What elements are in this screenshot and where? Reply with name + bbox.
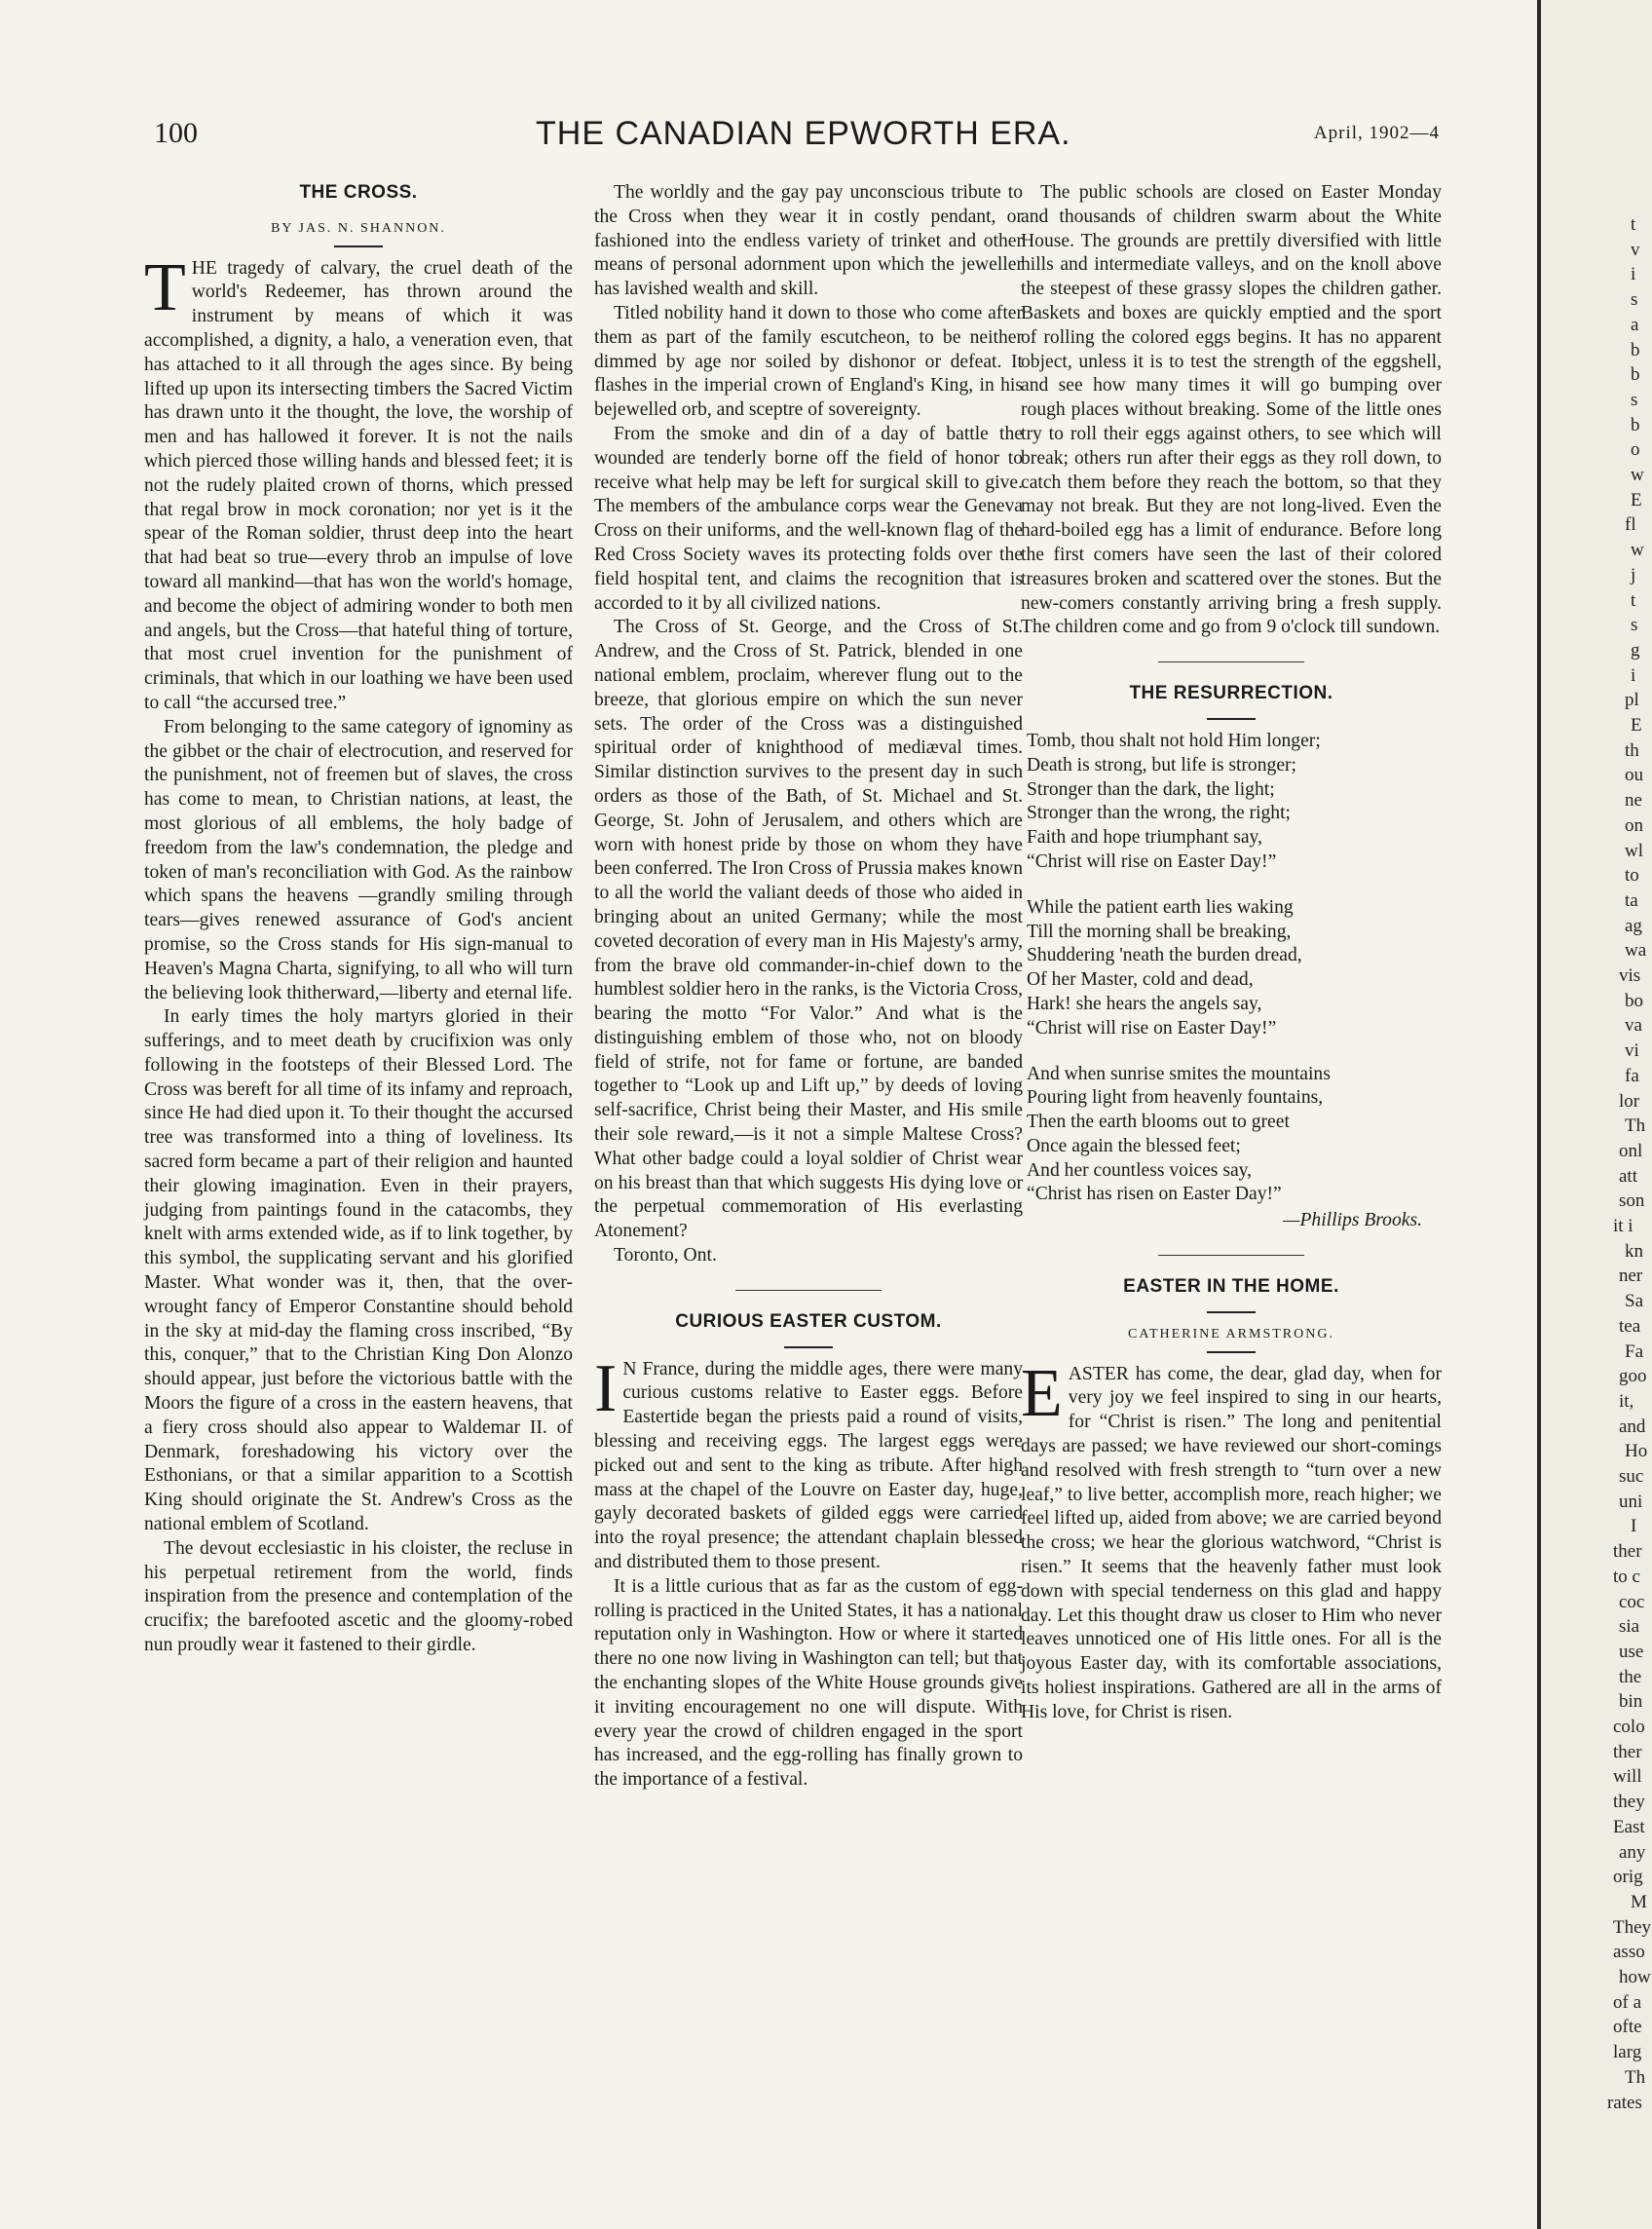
poem-attribution: —Phillips Brooks. — [1283, 1210, 1422, 1231]
adjacent-page-fragment: wa — [1625, 940, 1647, 962]
adjacent-page-fragment: Fa — [1625, 1341, 1643, 1362]
poem-line: Till the morning shall be breaking, — [1027, 921, 1292, 942]
poem-line: And when sunrise smites the mountains — [1027, 1063, 1331, 1084]
adjacent-page-fragment: i — [1631, 664, 1636, 686]
poem-line: Once again the blessed feet; — [1027, 1135, 1241, 1156]
adjacent-page-fragment: ther — [1613, 1741, 1642, 1762]
adjacent-page-fragment: fl — [1625, 514, 1636, 536]
column-3 — [1021, 181, 1442, 1725]
adjacent-page-fragment: E — [1631, 715, 1642, 736]
paragraph: The worldly and the gay pay unconscious tribute to the Cross when they wear it in costly pendant, or fashioned into the endless variety of trinket and other means of personal adornment upon which the jeweller has lavished wealth and skill. — [594, 182, 1023, 300]
poem-line: Stronger than the dark, the light; — [1027, 778, 1275, 800]
adjacent-page-fragment: att — [1619, 1165, 1637, 1187]
drop-cap: I — [594, 1350, 618, 1426]
adjacent-page-fragment: it, — [1619, 1390, 1634, 1412]
page-number: 100 — [154, 117, 198, 149]
poem-title: THE RESURRECTION. — [1129, 683, 1333, 704]
adjacent-page-fragment: b — [1631, 414, 1640, 435]
adjacent-page-fragment: i — [1631, 264, 1636, 285]
paragraph: The public schools are closed on Easter Monday and thousands of children swarm about the White House. The grounds are prettily diversified with little hills and intermediate valleys, and on the knoll above the steepest of these grassy slopes the children gather. Baskets and boxes are quickly emptied and the sport of rolling the colored eggs begins. It has no apparent object, unless it is to test the strength of the eggshell, and see how many times it will go bumping over rough places without breaking. Some of the little ones try to roll their eggs against others, to see which will break; others run after their eggs as they roll down, to catch them before they reach the bottom, so that they may not break. But they are not long-lived. Even the hard-boiled egg has a limit of endurance. Before long the first comers have seen the last of their colored treasures broken and scattered over the stones. But the new-comers constantly arriving bring a fresh supply. The children come and go from 9 o'clock till sundown. — [1021, 182, 1442, 638]
paragraph: It is a little curious that as far as the custom of egg-rolling is practiced in the United States, it has a national reputation only in Washington. How or where it started there no one now living in Washington can tell; but that the enchanting slopes of the White House grounds give it inviting encouragement no one will dispute. With every year the crowd of children engaged in the sport has increased, and the egg-rolling has finally grown to the importance of a festival. — [594, 1575, 1023, 1791]
adjacent-page-fragment: s — [1631, 389, 1638, 410]
paragraph — [1021, 1355, 1442, 1725]
poem-line: Of her Master, cold and dead, — [1027, 969, 1254, 991]
paragraph-text: HE tragedy of calvary, the cruel death of the world's Redeemer, has thrown around the instrument by means of which it was accomplished, a dignity, a halo, a veneration even, that has attached to it all through the ages since. By being lifted up upon its intersecting timbers the Sacred Victim has drawn unto it the thought, the love, the worship of men and has hallowed it forever. It is not the nails which pierced those willing hands and blessed feet; it is not the rudely plaited crown of thorns, which pressed that regal brow in mock coronation; nor yet is it the spear of the Roman soldier, thrust deep into the heart that had beat so true—every throb an impulse of love toward all mankind—that has won the world's homage, and become the object of admiring wonder to both men and angels, but the Cross—that hateful thing of torture, that most cruel invention for the punishment of criminals, that which in our loathing we have been used to call “the accursed tree.” — [144, 257, 573, 713]
poem-stanza — [1027, 1063, 1442, 1208]
adjacent-page-fragment: fa — [1625, 1065, 1639, 1086]
article-place: Toronto, Ont. — [614, 1245, 717, 1266]
poem-line: Shuddering 'neath the burden dread, — [1027, 945, 1302, 966]
adjacent-page-fragment: w — [1631, 465, 1644, 485]
article-title-custom: CURIOUS EASTER CUSTOM. — [675, 1310, 942, 1332]
adjacent-page-fragment: j — [1631, 564, 1636, 586]
article-byline-cross: BY JAS. N. SHANNON. — [271, 220, 446, 236]
poem-line: Stronger than the wrong, the right; — [1027, 803, 1291, 824]
adjacent-page-edge — [1541, 0, 1652, 2229]
issue-date: April, 1902—4 — [1313, 123, 1440, 143]
divider — [1207, 718, 1256, 720]
adjacent-page-fragment: vis — [1619, 965, 1641, 986]
paragraph: From the smoke and din of a day of battle the wounded are tenderly borne off the field of honor to receive what help may be left for surgical skill to give. The members of the ambulance corps wear the Geneva Cross on their uniforms, and the well-known flag of the Red Cross Society waves its protecting folds over the field hospital tent, and claims the recognition that is accorded to it by all civilized nations. — [594, 423, 1023, 614]
paragraph: From belonging to the same category of ignominy as the gibbet or the chair of electrocution, and reserved for the punishment, not of freemen but of slaves, the cross has come to mean, to Christian nations, at least, the most glorious of all emblems, the holy badge of freedom from the law's condemnation, the pledge and token of man's reconciliation with God. As the rainbow which spans the heavens —grandly smiling through tears—gives renewed assurance of God's ancient promise, so the Cross stands for His sign-manual to Heaven's Magna Charta, signifying, to all who will turn the believing look thitherward,—liberty and eternal life. — [144, 716, 573, 1003]
adjacent-page-fragment: b — [1631, 339, 1640, 360]
adjacent-page-fragment: asso — [1613, 1942, 1645, 1963]
adjacent-page-fragment: Th — [1625, 2066, 1646, 2088]
adjacent-page-fragment: any — [1619, 1841, 1646, 1863]
paragraph — [144, 249, 573, 716]
poem-line: “Christ will rise on Easter Day!” — [1027, 850, 1277, 872]
adjacent-page-fragment: use — [1619, 1641, 1644, 1662]
article-title-home: EASTER IN THE HOME. — [1123, 1276, 1339, 1298]
divider — [1158, 1255, 1304, 1256]
adjacent-page-fragment: t — [1631, 214, 1636, 235]
paragraph: Titled nobility hand it down to those who come after them as part of the family escutcheon, to be neither dimmed by age nor soiled by dishonor or defeat. It flashes in the imperial crown of England's King, in his bejewelled orb, and sceptre of sovereignty. — [594, 302, 1023, 421]
adjacent-page-fragment: ther — [1613, 1541, 1642, 1563]
adjacent-page-fragment: s — [1631, 289, 1638, 311]
adjacent-page-fragment: bo — [1625, 990, 1643, 1011]
page-header — [154, 115, 1440, 162]
paragraph: In early times the holy martyrs gloried in their sufferings, and to meet death by crucifixion was only following in the footsteps of their Blessed Lord. The Cross was bereft for all time of its infamy and reproach, since He had died upon it. To their thought the accursed tree was transformed into a thing of loveliness. Its sacred form became a part of their religion and haunted their glowing imagination. Even in their prayers, judging from paintings found in the catacombs, they knelt with arms extended wide, as if to link together, by this symbol, the supplicating servant and his glorified Master. What wonder was it, then, that the over-wrought fancy of Emperor Constantine should behold in the sky at mid-day the flaming cross inscribed, “By this, conquer,” that to the Christian King Don Alonzo should appear, just before the victorious battle with the Moors the figure of a cross in the eastern heavens, that a fiery cross should also appear to Waldemar II. of Denmark, foreshadowing his victory over the Esthonians, or that a similar apparition to a Scottish King should originate the St. Andrew's Cross as the national emblem of Scotland. — [144, 1006, 573, 1535]
adjacent-page-fragment: t — [1631, 589, 1636, 611]
adjacent-page-fragment: bin — [1619, 1691, 1643, 1713]
paragraph: The devout ecclesiastic in his cloister, the recluse in his perpetual retirement from the world, finds inspiration from the presence and contemplation of the crucifix; the barefooted ascetic and the gloomy-robed nun proudly wear it fastened to their girdle. — [144, 1537, 573, 1656]
poem-line: While the patient earth lies waking — [1027, 896, 1294, 918]
adjacent-page-fragment: s — [1631, 615, 1638, 636]
adjacent-page-fragment: lor — [1619, 1090, 1640, 1112]
adjacent-page-fragment: on — [1625, 814, 1643, 836]
adjacent-page-fragment: ou — [1625, 765, 1643, 786]
adjacent-page-fragment: suc — [1619, 1466, 1644, 1487]
divider — [1207, 1311, 1256, 1313]
adjacent-page-fragment: kn — [1625, 1240, 1643, 1262]
adjacent-page-fragment: v — [1631, 239, 1640, 260]
divider — [735, 1290, 882, 1291]
adjacent-page-fragment: b — [1631, 364, 1640, 386]
poem-line: “Christ has risen on Easter Day!” — [1027, 1184, 1282, 1205]
adjacent-page-fragment: a — [1631, 314, 1639, 335]
article-byline-home: CATHERINE ARMSTRONG. — [1128, 1326, 1334, 1341]
adjacent-page-fragment: rates — [1607, 2092, 1642, 2113]
poem-line: Pouring light from heavenly fountains, — [1027, 1087, 1324, 1109]
poem-line: Faith and hope triumphant say, — [1027, 827, 1262, 849]
adjacent-page-fragment: sia — [1619, 1616, 1640, 1638]
adjacent-page-fragment: colo — [1613, 1717, 1645, 1737]
adjacent-page-fragment: uni — [1619, 1491, 1643, 1512]
poem-line: “Christ will rise on Easter Day!” — [1027, 1017, 1277, 1039]
adjacent-page-fragment: orig — [1613, 1867, 1643, 1888]
paragraph: The Cross of St. George, and the Cross of St. Andrew, and the Cross of St. Patrick, blended in one national emblem, proclaim, wherever flung out to the breeze, that glorious empire on which the sun never sets. The order of the Cross was a distinguished spiritual order of knighthood of mediæval times. Similar distinction survives to the present day in such orders as those of the Bath, of St. Michael and St. George, St. John of Jerusalem, and others which are worn with honest pride by those on whom they have been conferred. The Iron Cross of Prussia makes known to all the world the valiant deeds of those who aided in bringing about an united Germany; while the most coveted decoration of every man in His Majesty's army, from the brave old commander-in-chief down to the humblest soldier hero in the ranks, is the Victoria Cross, bearing the motto “For Valor.” And what is the distinguishing emblem of those who, not on bloody field of strife, not for fame or fortune, are banded together to “Look up and Lift up,” by deeds of loving self-sacrifice, Christ being their Master, and His smile their sole reward,—is it not a simple Maltese Cross? What other badge could a loyal soldier of Christ wear on his breast than that which suggests His dying love or the perpetual commemoration of His everlasting Atonement? — [594, 617, 1023, 1242]
poem-stanza — [1027, 730, 1442, 875]
adjacent-page-fragment: coc — [1619, 1591, 1645, 1612]
adjacent-page-fragment: the — [1619, 1666, 1642, 1687]
divider — [784, 1346, 833, 1348]
journal-title: THE CANADIAN EPWORTH ERA. — [536, 115, 1071, 152]
adjacent-page-fragment: ne — [1625, 790, 1642, 812]
adjacent-page-fragment: son — [1619, 1190, 1645, 1212]
poem-line: Hark! she hears the angels say, — [1027, 993, 1262, 1014]
adjacent-page-fragment: onl — [1619, 1140, 1643, 1161]
column-2 — [594, 181, 1023, 1793]
adjacent-page-fragment: pl — [1625, 690, 1639, 711]
adjacent-page-fragment: they — [1613, 1792, 1645, 1813]
adjacent-page-fragment: and — [1619, 1416, 1646, 1437]
adjacent-page-fragment: o — [1631, 439, 1640, 461]
paragraph-text: N France, during the middle ages, there were many curious customs relative to Easter eggs. Before Eastertide began the priests paid a round of visits, blessing and receiving eggs. The largest eggs were picked out and sent to the king as tribute. After high mass at the chapel of the Louvre on Easter day, huge, gayly decorated baskets of gilded eggs were carried into the royal presence; the attendant chaplain blessed and distributed them to those present. — [594, 1358, 1023, 1573]
poem-line: Death is strong, but life is stronger; — [1027, 754, 1296, 775]
adjacent-page-fragment: East — [1613, 1816, 1645, 1837]
divider — [1158, 661, 1304, 662]
adjacent-page-fragment: it i — [1613, 1216, 1633, 1236]
adjacent-page-fragment: M — [1631, 1891, 1647, 1912]
poem-line: Then the earth blooms out to greet — [1027, 1112, 1290, 1133]
drop-cap: T — [144, 249, 186, 325]
poem-stanza — [1027, 896, 1442, 1041]
adjacent-page-fragment: goo — [1619, 1366, 1647, 1387]
adjacent-page-fragment: tea — [1619, 1315, 1641, 1337]
adjacent-page-fragment: th — [1625, 739, 1639, 761]
poem-line: Tomb, thou shalt not hold Him longer; — [1027, 730, 1321, 751]
adjacent-page-fragment: wl — [1625, 840, 1643, 861]
adjacent-page-fragment: ofte — [1613, 2017, 1642, 2038]
adjacent-page-fragment: w — [1631, 540, 1644, 561]
adjacent-page-fragment: Ho — [1625, 1441, 1648, 1462]
article-title-cross: THE CROSS. — [299, 182, 418, 203]
adjacent-page-fragment: of a — [1613, 1991, 1642, 2013]
poem — [1027, 730, 1442, 1233]
adjacent-page-fragment: vi — [1625, 1040, 1639, 1062]
drop-cap: E — [1021, 1355, 1063, 1431]
adjacent-page-fragment: will — [1613, 1766, 1642, 1788]
poem-line: And her countless voices say, — [1027, 1159, 1253, 1181]
adjacent-page-fragment: how — [1619, 1967, 1651, 1987]
divider — [334, 246, 383, 247]
adjacent-page-fragment: va — [1625, 1015, 1642, 1037]
adjacent-page-fragment: They — [1613, 1916, 1652, 1938]
paragraph — [594, 1350, 1023, 1575]
adjacent-page-fragment: I — [1631, 1516, 1637, 1537]
adjacent-page-fragment: to — [1625, 865, 1639, 887]
adjacent-page-fragment: Sa — [1625, 1291, 1643, 1312]
adjacent-page-fragment: ner — [1619, 1266, 1643, 1287]
adjacent-page-fragment: ag — [1625, 915, 1642, 936]
column-1 — [144, 181, 573, 1658]
adjacent-page-fragment: larg — [1613, 2042, 1642, 2063]
adjacent-page-fragment: Th — [1625, 1115, 1646, 1137]
paragraph-text: ASTER has come, the dear, glad day, when for very joy we feel inspired to sing in our hearts, for “Christ is risen.” The long and penitential days are passed; we have reviewed our short-comings and resolved with fresh strength to “turn over a new leaf,” to live better, accomplish more, reach higher; we feel lifted up, aided from above; we are carried beyond the cross; we hear the glorious watchword, “Christ is risen.” It seems that the heavenly father must look down with special tenderness on this glad and happy day. Let this thought draw us closer to Him who never leaves unnoticed one of His little ones. For all is the joyous Easter day, with its comfortable associations, its holiest inspirations. Gathered are all in the arms of His love, for Christ is risen. — [1021, 1363, 1442, 1722]
divider — [1207, 1351, 1256, 1353]
adjacent-page-fragment: to c — [1613, 1566, 1640, 1587]
adjacent-page-fragment: E — [1631, 489, 1642, 510]
adjacent-page-fragment: ta — [1625, 889, 1638, 911]
adjacent-page-fragment: g — [1631, 639, 1640, 661]
